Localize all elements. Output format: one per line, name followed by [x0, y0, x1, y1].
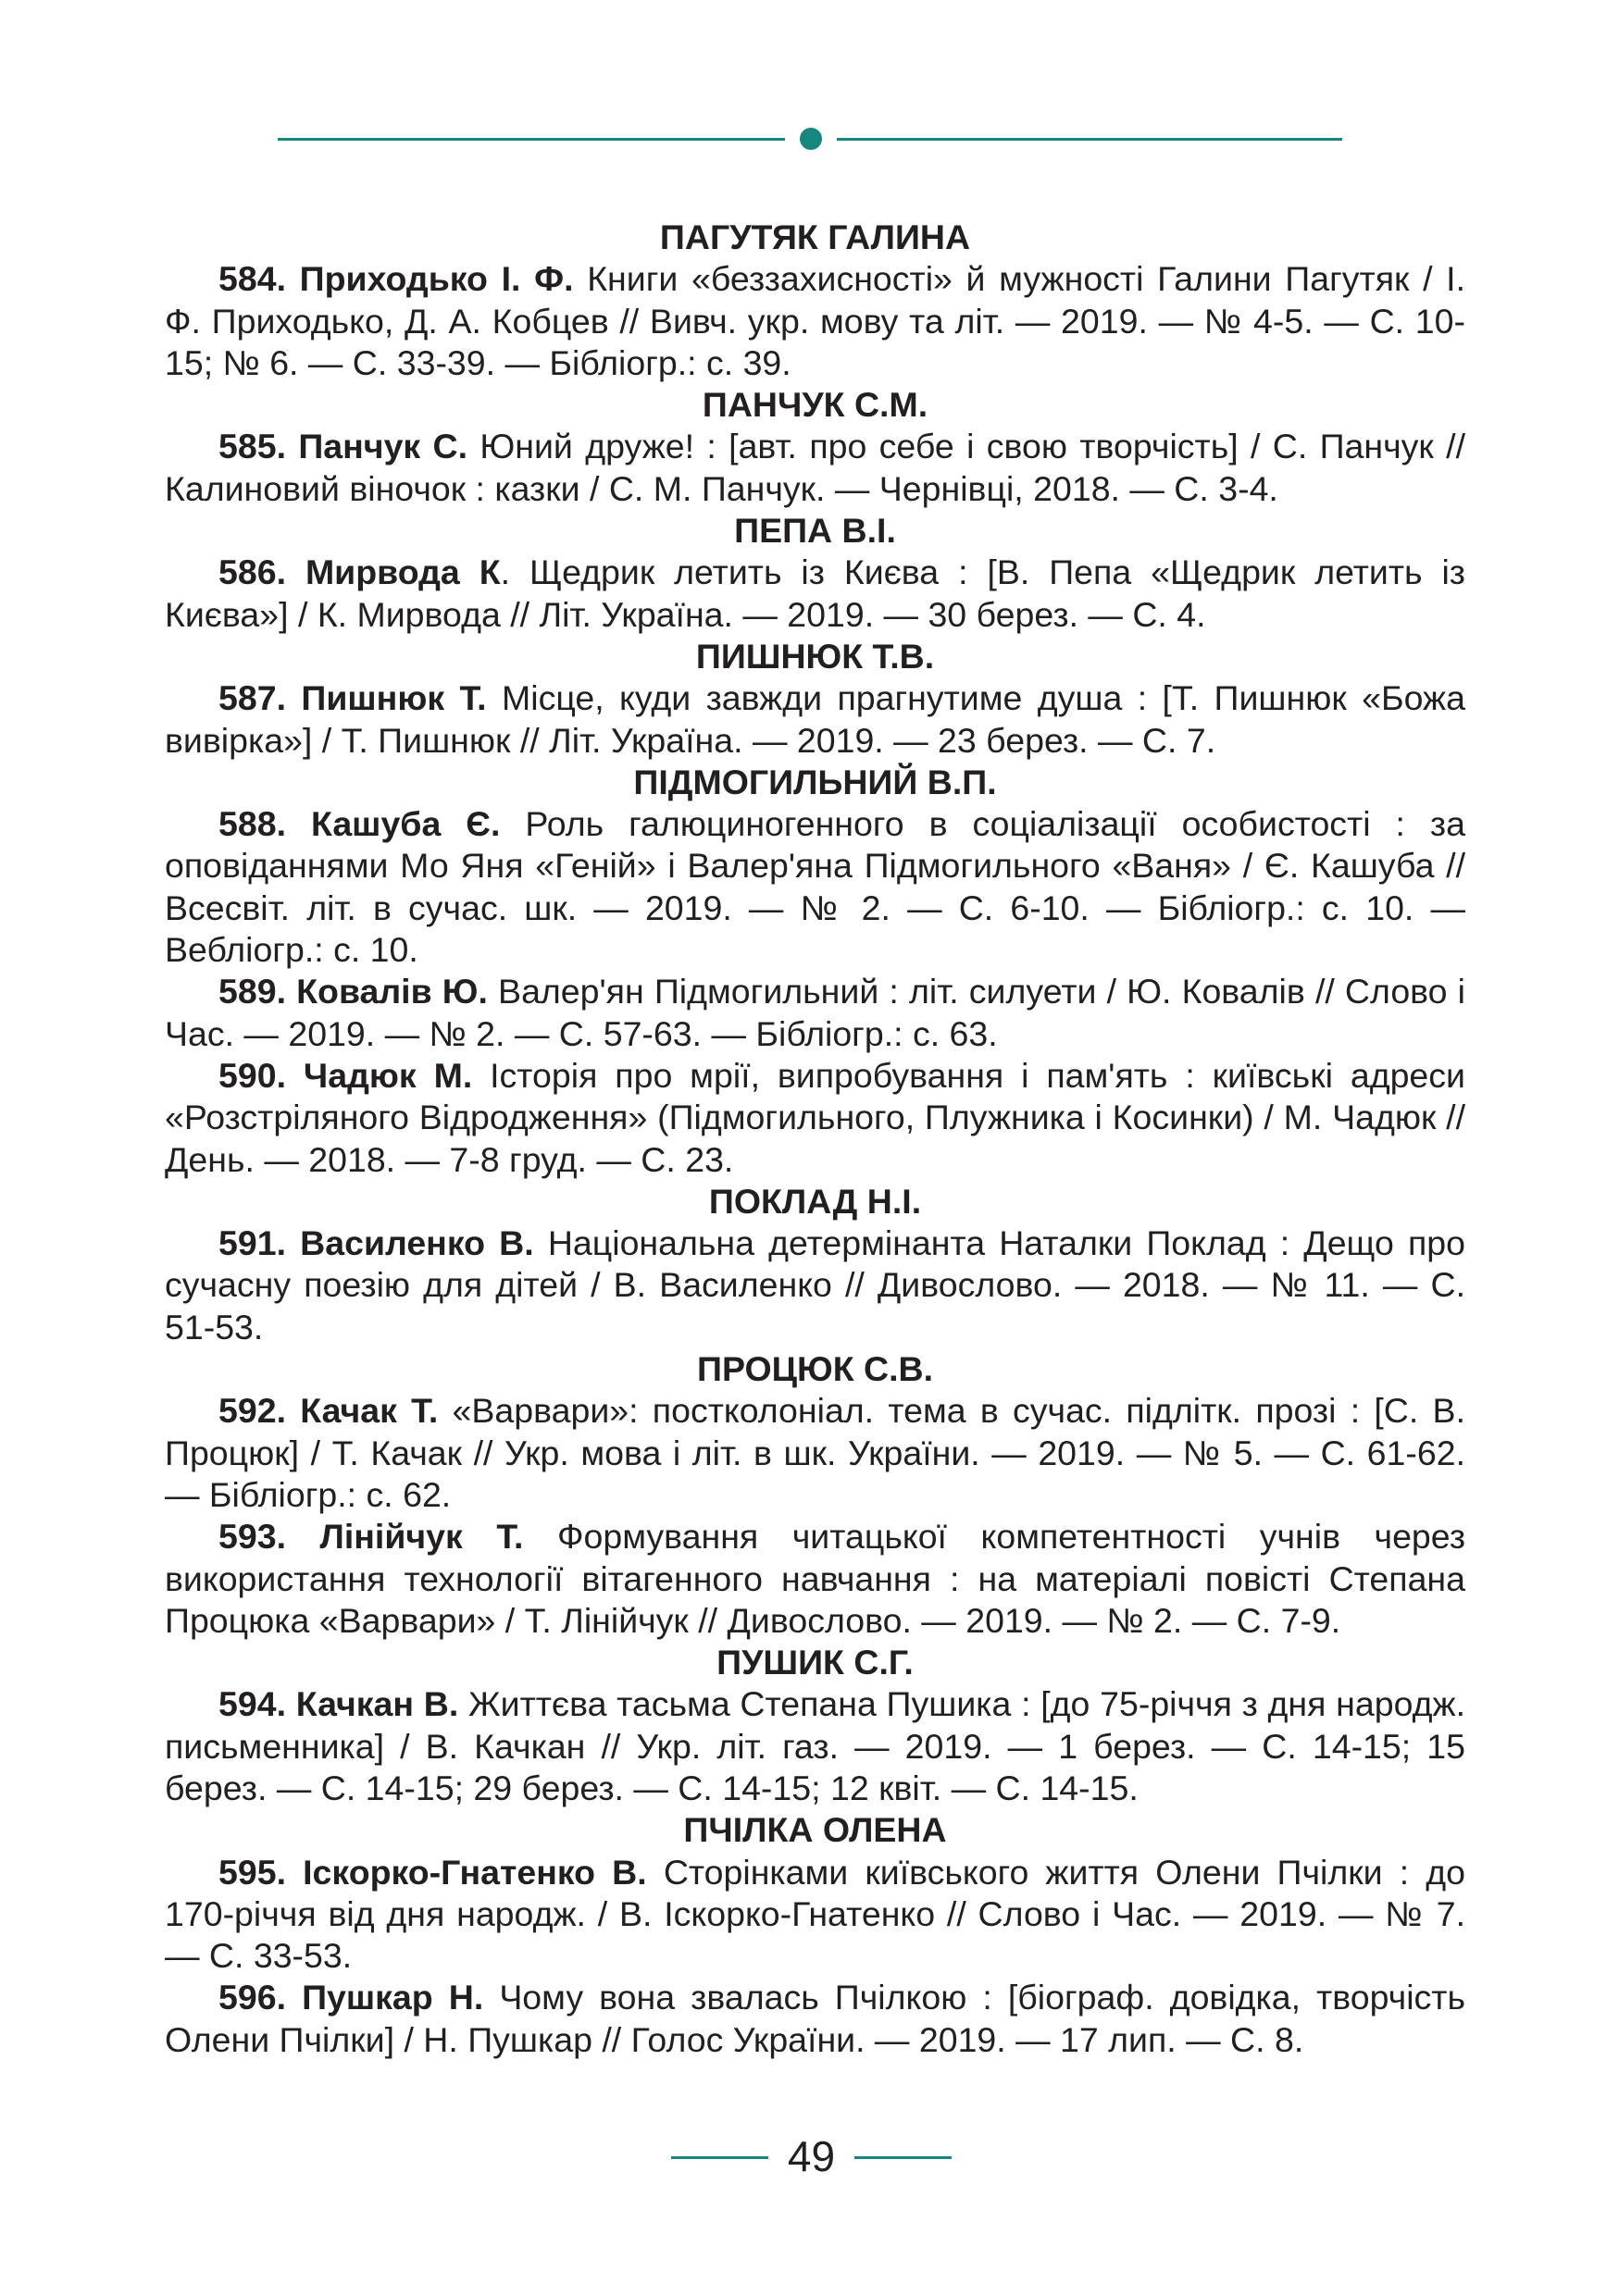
page-footer: [0, 2128, 1619, 2184]
entry-description: Валер'ян Підмогильний : літ. силуети / Ю. Ковалів // Слово і Час. — 2019. — № 2. — С. 57-63. — Бібліогр.: с. 63.: [165, 972, 1466, 1053]
bibliography-entry: [165, 1055, 1465, 1181]
page-number: 49: [787, 2132, 836, 2180]
entry-author: Лінійчук Т.: [319, 1517, 524, 1557]
entry-number: 592.: [218, 1391, 286, 1431]
ornament-line-left: [278, 138, 785, 141]
entry-author: Пушкар Н.: [302, 1978, 484, 2017]
entry-number: 591.: [218, 1223, 286, 1263]
bibliography-entry: [165, 1852, 1465, 1978]
bibliography-entry: [165, 803, 1465, 971]
entry-description: Місце, куди завжди прагнутиме душа : [Т. Пишнюк «Божа вивірка»] / Т. Пишнюк // Літ. Україна. — 2019. — 23 берез. — С. 7.: [165, 678, 1465, 760]
ornament-dot: [800, 128, 822, 150]
footer-line-left: [671, 2156, 768, 2159]
section-heading: ПАГУТЯК ГАЛИНА: [659, 217, 971, 256]
entry-author: Пишнюк Т.: [301, 678, 487, 718]
bibliography-entry: [165, 1222, 1465, 1348]
bibliography-content: [165, 217, 1465, 2061]
section-heading: ПАНЧУК С.М.: [702, 385, 928, 425]
bibliography-entry: [165, 1390, 1465, 1516]
entry-description: «Варвари»: постколоніал. тема в сучас. підлітк. прозі : [С. В. Процюк] / Т. Качак // Укр. мова і літ. в шк. України. — 2019. — № 5. — С. 61-62. — Бібліогр.: с. 62.: [165, 1391, 1465, 1514]
entry-number: 593.: [218, 1517, 286, 1557]
entry-number: 586.: [218, 552, 286, 592]
entry-description: Сторінками київського життя Олени Пчілки : до 170-річчя від дня народж. / В. Іскорко-Гнатенко // Слово і Час. — 2019. — № 7. — С. 33-53.: [165, 1852, 1465, 1976]
entry-number: 595.: [218, 1852, 286, 1892]
footer-line-right: [854, 2156, 952, 2159]
entry-description: Формування читацької компетентності учнів через використання технології вітагенного навчання : на матеріалі повісті Степана Процюка «Варвари» / Т. Лінійчук // Дивослово. — 2019. — № 2. — С. 7-9.: [165, 1517, 1466, 1640]
entry-description: Національна детермінанта Наталки Поклад : Дещо про сучасну поезію для дітей / В. Василенко // Дивослово. — 2018. — № 11. — С. 51-53.: [165, 1223, 1465, 1347]
entry-description: Юний друже! : [авт. про себе і свою творчість] / С. Панчук // Калиновий віночок : казки / С. М. Панчук. — Чернівці, 2018. — С. 3-4.: [165, 427, 1465, 508]
bibliography-entry: [165, 552, 1465, 636]
section-heading: ПІДМОГИЛЬНИЙ В.П.: [633, 762, 997, 801]
entry-author: Качак Т.: [300, 1391, 439, 1431]
entry-number: 585.: [218, 427, 286, 466]
entry-author: Василенко В.: [300, 1223, 534, 1263]
entry-number: 590.: [218, 1055, 286, 1095]
section-heading: ПРОЦЮК С.В.: [696, 1349, 933, 1389]
bibliography-entry: [165, 1683, 1465, 1809]
entry-description: Історія про мрії, випробування і пам'ять : київські адреси «Розстріляного Відродження» (Підмогильного, Плужника і Косинки) / М. Чадюк // День. — 2018. — 7-8 груд. — С. 23.: [165, 1055, 1465, 1179]
entry-author: Панчук С.: [298, 427, 468, 466]
entry-number: 584.: [218, 259, 286, 299]
entry-number: 588.: [218, 804, 286, 844]
entry-number: 594.: [218, 1684, 286, 1724]
entry-description: . Щедрик летить із Києва : [В. Пепа «Щедрик летить із Києва»] / К. Мирвода // Літ. Україна. — 2019. — 30 берез. — С. 4.: [165, 552, 1465, 634]
entry-number: 587.: [218, 678, 286, 718]
entry-description: Книги «беззахисності» й мужності Галини Пагутяк / І. Ф. Приходько, Д. А. Кобцев // Вивч. укр. мову та літ. — 2019. — № 4-5. — С. 10-15; № 6. — С. 33-39. — Бібліогр.: с. 39.: [165, 259, 1465, 382]
entry-number: 589.: [218, 972, 286, 1011]
entry-description: Життєва тасьма Степана Пушика : [до 75-річчя з дня народж. письменника] / В. Качкан // Укр. літ. газ. — 2019. — 1 берез. — С. 14-15; 15 берез. — С. 14-15; 29 берез. — С. 14-15; 12 квіт. — С. 14-15.: [165, 1684, 1465, 1807]
bibliography-entry: [165, 1977, 1465, 2061]
top-ornament: [278, 128, 1342, 150]
entry-description: Роль галюциногенного в соціалізації особистості : за оповіданнями Мо Яня «Геній» і Валер'яна Підмогильного «Ваня» / Є. Кашуба // Всесвіт. літ. в сучас. шк. — 2019. — № 2. — С. 6-10. — Бібліогр.: с. 10. — Вебліогр.: с. 10.: [165, 804, 1465, 970]
entry-author: Іскорко-Гнатенко В.: [303, 1852, 647, 1892]
section-heading: ПЧІЛКА ОЛЕНА: [683, 1810, 947, 1850]
bibliography-entry: [165, 258, 1465, 384]
entry-author: Кашуба Є.: [310, 804, 501, 844]
bibliography-entry: [165, 971, 1465, 1055]
section-heading: ПИШНЮК Т.В.: [695, 636, 935, 676]
entry-author: Приходько І. Ф.: [299, 259, 574, 299]
entry-author: Ковалів Ю.: [296, 972, 488, 1011]
entry-author: Качкан В.: [295, 1684, 459, 1724]
bibliography-entry: [165, 1516, 1465, 1642]
section-heading: ПЕПА В.І.: [734, 511, 896, 551]
section-heading: ПУШИК С.Г.: [716, 1643, 914, 1682]
bibliography-entry: [165, 426, 1465, 510]
entry-description: Чому вона звалась Пчілкою : [біограф. довідка, творчість Олени Пчілки] / Н. Пушкар // Голос України. — 2019. — 17 лип. — С. 8.: [165, 1978, 1466, 2059]
entry-author: Мирвода К: [305, 552, 501, 592]
ornament-line-right: [837, 138, 1342, 141]
entry-number: 596.: [218, 1978, 286, 2017]
entry-author: Чадюк М.: [303, 1055, 473, 1095]
section-heading: ПОКЛАД Н.І.: [708, 1181, 922, 1221]
bibliography-entry: [165, 677, 1465, 762]
